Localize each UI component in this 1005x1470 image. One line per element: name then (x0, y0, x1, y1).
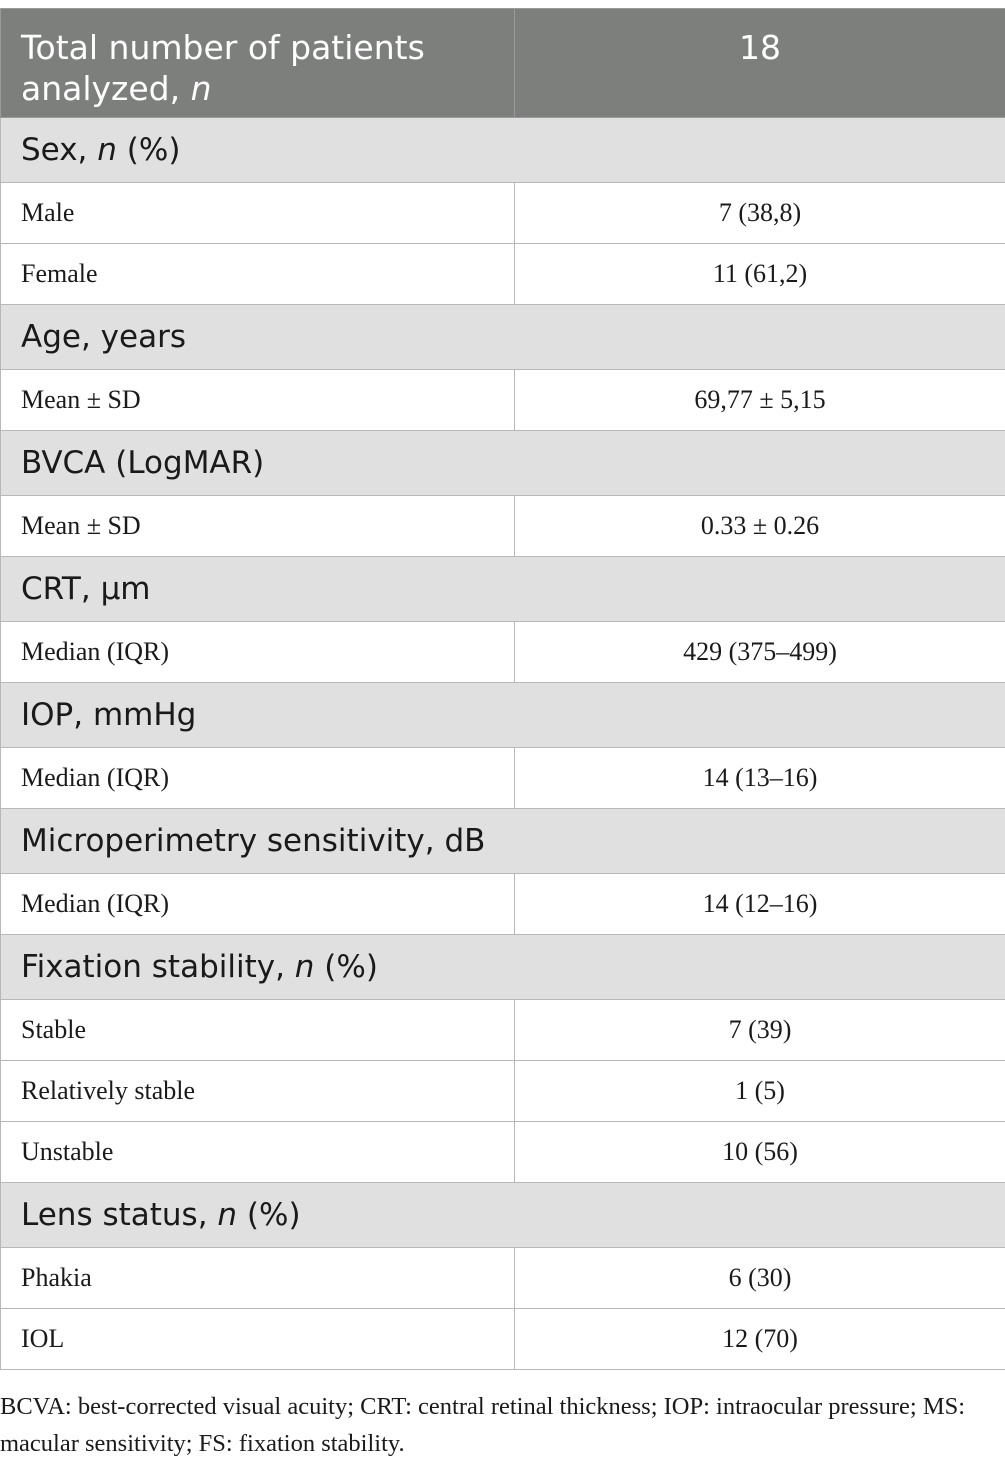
section-row (1, 1183, 1005, 1248)
section-title (1, 935, 1005, 1000)
row-label: Unstable (1, 1122, 515, 1183)
table-row (1, 622, 1005, 683)
table-row (1, 1061, 1005, 1122)
section-title-text: CRT, μm (21, 571, 151, 607)
row-value: 10 (56) (515, 1122, 1005, 1183)
section-title-italic: n (217, 1197, 238, 1233)
header-label-italic: n (190, 69, 212, 108)
section-title-text: Sex, (21, 132, 98, 168)
section-title-italic: n (294, 949, 315, 985)
section-row (1, 683, 1005, 748)
section-title-text: IOP, mmHg (21, 697, 197, 733)
section-title-text: Fixation stability, (21, 949, 295, 985)
row-label: Median (IQR) (1, 622, 515, 683)
table-row (1, 874, 1005, 935)
row-value: 7 (39) (515, 1000, 1005, 1061)
row-label: Mean ± SD (1, 370, 515, 431)
row-label: Mean ± SD (1, 496, 515, 557)
table-row (1, 370, 1005, 431)
table-body (1, 118, 1005, 1370)
section-row (1, 557, 1005, 622)
section-title-text: Lens status, (21, 1197, 218, 1233)
table-header-row (1, 9, 1005, 118)
section-title-suffix: (%) (116, 132, 181, 168)
section-title (1, 305, 1005, 370)
row-value: 69,77 ± 5,15 (515, 370, 1005, 431)
row-value: 6 (30) (515, 1248, 1005, 1309)
row-value: 7 (38,8) (515, 183, 1005, 244)
section-title (1, 557, 1005, 622)
section-row (1, 935, 1005, 1000)
header-label-text: Total number of patients analyzed, (21, 28, 425, 108)
header-label (1, 9, 515, 118)
row-label: Stable (1, 1000, 515, 1061)
row-value: 1 (5) (515, 1061, 1005, 1122)
table-row (1, 1248, 1005, 1309)
row-value: 12 (70) (515, 1309, 1005, 1370)
row-label: Relatively stable (1, 1061, 515, 1122)
row-label: Female (1, 244, 515, 305)
section-title (1, 431, 1005, 496)
section-title-text: BVCA (LogMAR) (21, 445, 265, 481)
header-value: 18 (515, 9, 1005, 118)
section-title (1, 809, 1005, 874)
table-row (1, 1000, 1005, 1061)
table-footnote: BCVA: best-corrected visual acuity; CRT: central retinal thickness; IOP: intraocular pressure; MS: macular sensitivity; FS: fixation stability. (0, 1393, 966, 1457)
table-row (1, 496, 1005, 557)
section-title (1, 683, 1005, 748)
section-title (1, 1183, 1005, 1248)
row-label: Phakia (1, 1248, 515, 1309)
row-label: Male (1, 183, 515, 244)
section-title-suffix: (%) (314, 949, 378, 985)
row-value: 11 (61,2) (515, 244, 1005, 305)
table-row (1, 244, 1005, 305)
section-row (1, 431, 1005, 496)
patient-characteristics-table (0, 8, 1005, 1370)
section-row (1, 809, 1005, 874)
table-row (1, 1309, 1005, 1370)
row-label: Median (IQR) (1, 748, 515, 809)
row-value: 14 (12–16) (515, 874, 1005, 935)
row-value: 0.33 ± 0.26 (515, 496, 1005, 557)
section-title-italic: n (97, 132, 117, 168)
section-title-suffix: (%) (237, 1197, 301, 1233)
section-row (1, 305, 1005, 370)
row-label: IOL (1, 1309, 515, 1370)
section-title-text: Age, years (21, 319, 186, 355)
row-value: 14 (13–16) (515, 748, 1005, 809)
section-title-text: Microperimetry sensitivity, dB (21, 823, 486, 859)
table-row (1, 1122, 1005, 1183)
table-row (1, 748, 1005, 809)
section-row (1, 118, 1005, 183)
row-label: Median (IQR) (1, 874, 515, 935)
table-row (1, 183, 1005, 244)
section-title (1, 118, 1005, 183)
row-value: 429 (375–499) (515, 622, 1005, 683)
